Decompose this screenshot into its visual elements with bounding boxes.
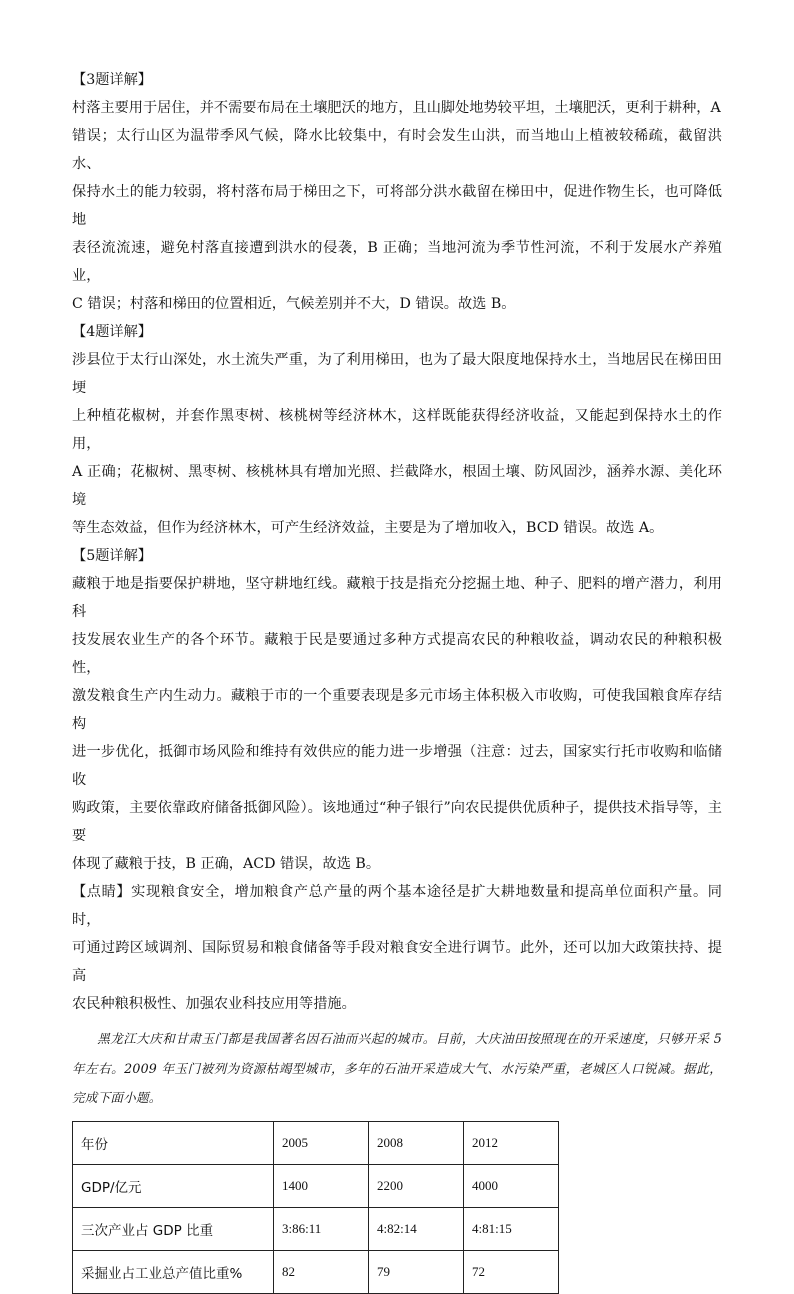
table-cell: 3:86:11 xyxy=(274,1207,369,1250)
table-cell: 4:81:15 xyxy=(464,1207,559,1250)
paragraph-line xyxy=(72,878,722,934)
row-header-cell: 年份 xyxy=(73,1121,274,1164)
section-heading: 【4题详解】 xyxy=(72,324,152,340)
paragraph-line: 错误；太行山区为温带季风气候，降水比较集中，有时会发生山洪，而当地山上植被较稀疏，截留洪水、 xyxy=(72,128,722,172)
table-row xyxy=(73,1207,559,1250)
paragraph-line: 涉县位于太行山深处，水土流失严重，为了利用梯田，也为了最大限度地保持水土，当地居民在梯田田埂 xyxy=(72,352,722,396)
table-row xyxy=(73,1250,559,1293)
paragraph-line: A 正确；花椒树、黑枣树、核桃林具有增加光照、拦截降水，根固土壤、防风固沙，涵养水源、美化环境 xyxy=(72,464,722,508)
dianjing-note xyxy=(72,878,722,1018)
paragraph-line: 等生态效益，但作为经济林木，可产生经济效益，主要是为了增加收入，BCD 错误。故选 A。 xyxy=(72,520,664,536)
paragraph-line: 农民种粮积极性、加强农业科技应用等措施。 xyxy=(72,996,356,1012)
note-first-line: 实现粮食安全，增加粮食产总产量的两个基本途径是扩大耕地数量和提高单位面积产量。同时， xyxy=(72,884,722,928)
document-body xyxy=(72,66,722,1294)
paragraph-line: 上种植花椒树，并套作黑枣树、核桃树等经济林木，这样既能获得经济收益，又能起到保持水土的作用， xyxy=(72,408,722,452)
paragraph-line: 进一步优化，抵御市场风险和维持有效供应的能力进一步增强（注意：过去，国家实行托市收购和临储收 xyxy=(72,744,722,788)
table-cell: 2200 xyxy=(369,1164,464,1207)
section-heading: 【3题详解】 xyxy=(72,72,152,88)
row-header-cell: GDP/亿元 xyxy=(73,1164,274,1207)
table-cell: 82 xyxy=(274,1250,369,1293)
table-cell: 4:82:14 xyxy=(369,1207,464,1250)
paragraph-line: 购政策，主要依靠政府储备抵御风险）。该地通过“种子银行”向农民提供优质种子，提供技术指导等，主要 xyxy=(72,800,722,844)
section-heading: 【5题详解】 xyxy=(72,548,152,564)
table-row xyxy=(73,1164,559,1207)
paragraph-line: 表径流流速，避免村落直接遭到洪水的侵袭，B 正确；当地河流为季节性河流，不利于发展水产养殖业， xyxy=(72,240,722,284)
table-cell: 79 xyxy=(369,1250,464,1293)
paragraph-line: 可通过跨区域调剂、国际贸易和粮食储备等手段对粮食安全进行调节。此外，还可以加大政策扶持、提高 xyxy=(72,940,722,984)
table-cell: 1400 xyxy=(274,1164,369,1207)
row-header-cell: 采掘业占工业总产值比重% xyxy=(73,1250,274,1293)
section-4 xyxy=(72,318,722,542)
table-cell: 4000 xyxy=(464,1164,559,1207)
section-5 xyxy=(72,542,722,878)
note-heading: 【点睛】 xyxy=(72,884,132,900)
row-header-cell: 三次产业占 GDP 比重 xyxy=(73,1207,274,1250)
paragraph-line: 技发展农业生产的各个环节。藏粮于民是要通过多种方式提高农民的种粮收益，调动农民的种粮积极性， xyxy=(72,632,722,676)
question-material: 黑龙江大庆和甘肃玉门都是我国著名因石油而兴起的城市。目前，大庆油田按照现在的开采速度，只够开采 5 年左右。2009 年玉门被列为资源枯竭型城市，多年的石油开采造成大气、水污染严重，老城区人口锐减。据此，完成下面小题。 xyxy=(72,1031,723,1106)
paragraph-line: 藏粮于地是指要保护耕地，坚守耕地红线。藏粮于技是指充分挖掘土地、种子、肥料的增产潜力，利用科 xyxy=(72,576,722,620)
paragraph-line: 保持水土的能力较弱，将村落布局于梯田之下，可将部分洪水截留在梯田中，促进作物生长，也可降低地 xyxy=(72,184,722,228)
paragraph-line: 激发粮食生产内生动力。藏粮于市的一个重要表现是多元市场主体积极入市收购，可使我国粮食库存结构 xyxy=(72,688,722,732)
table-cell: 2012 xyxy=(464,1121,559,1164)
table-row xyxy=(73,1121,559,1164)
table-cell: 2005 xyxy=(274,1121,369,1164)
paragraph-line: 村落主要用于居住，并不需要布局在土壤肥沃的地方，且山脚处地势较平坦，土壤肥沃，更利于耕种，A xyxy=(72,100,721,116)
paragraph-line: 体现了藏粮于技，B 正确，ACD 错误，故选 B。 xyxy=(72,856,381,872)
table-cell: 2008 xyxy=(369,1121,464,1164)
section-3 xyxy=(72,66,722,318)
paragraph-line: C 错误；村落和梯田的位置相近，气候差别并不大，D 错误。故选 B。 xyxy=(72,296,516,312)
table-cell: 72 xyxy=(464,1250,559,1293)
data-table xyxy=(72,1121,559,1294)
